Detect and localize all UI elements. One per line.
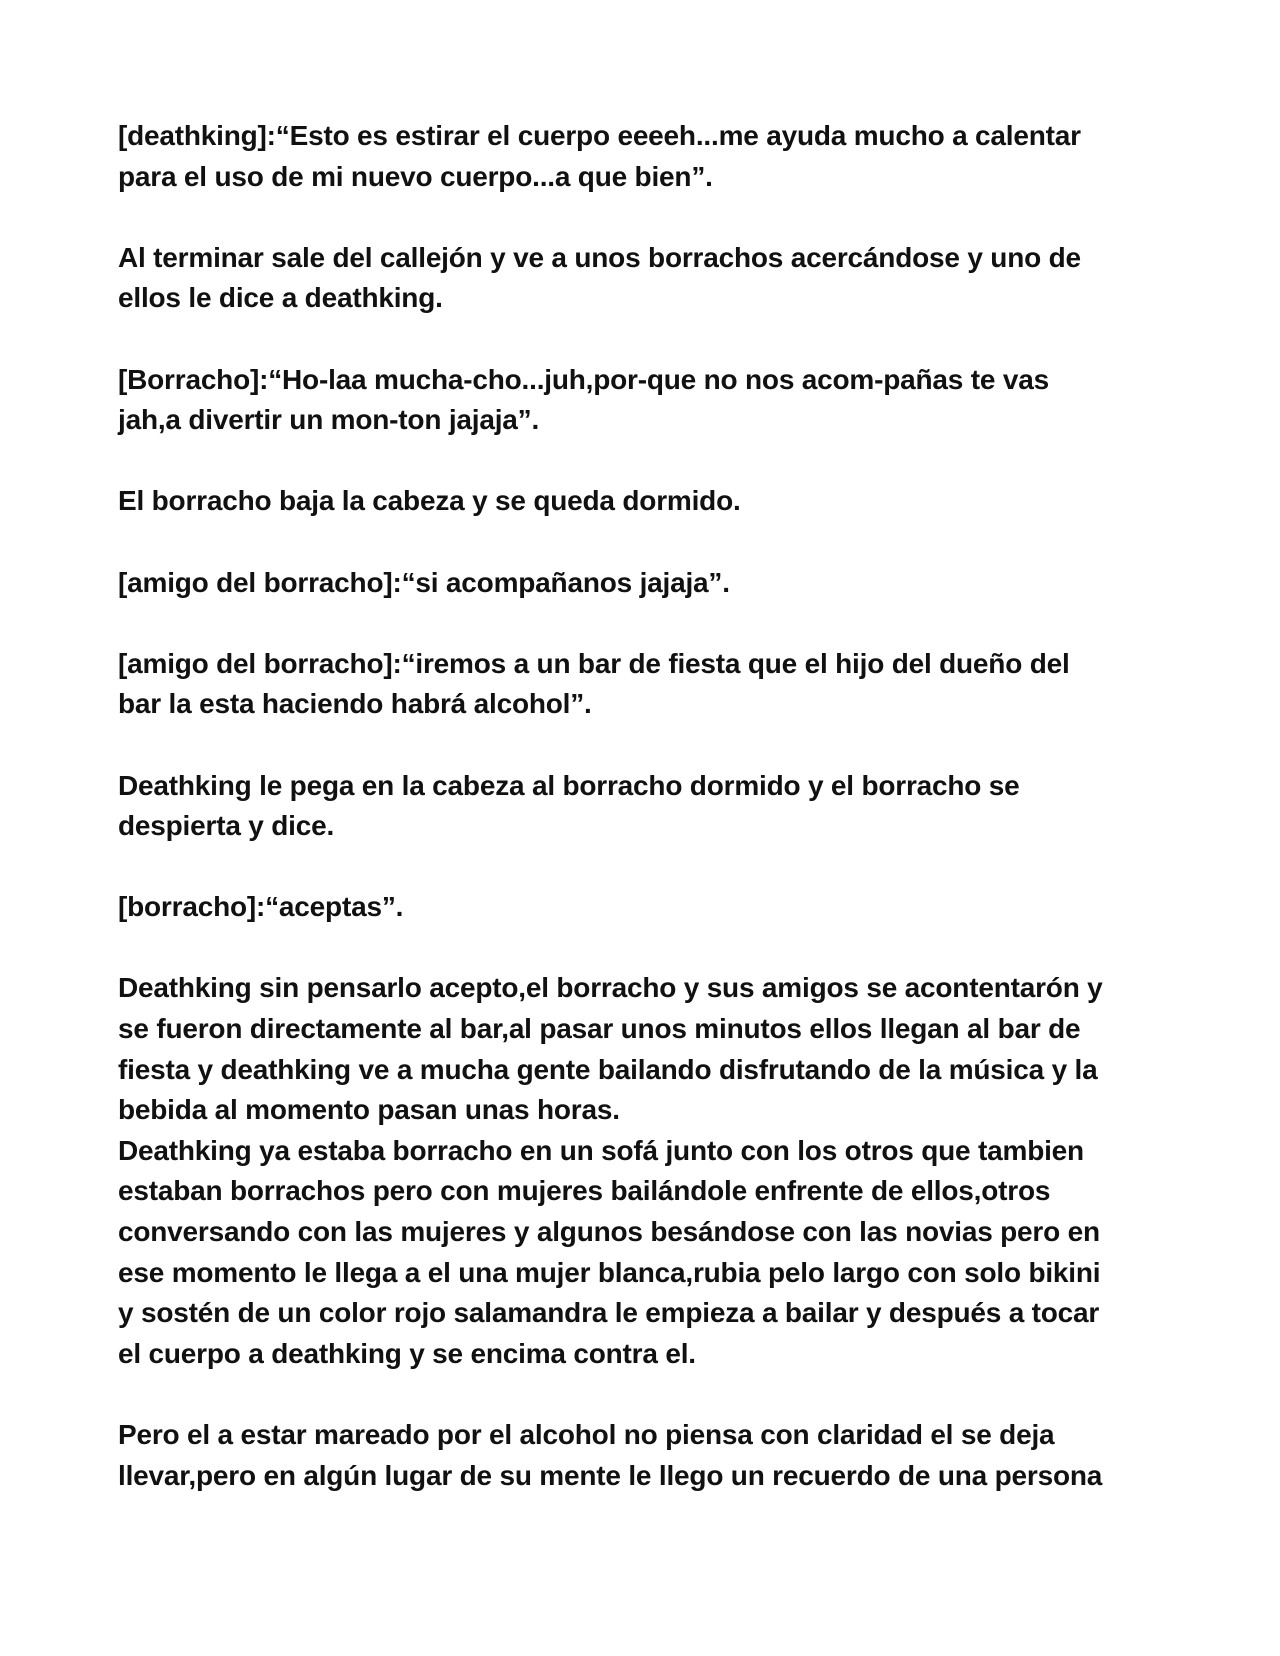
text-line: fiesta y deathking ve a mucha gente bailando disfrutando de la música y la — [118, 1053, 1098, 1085]
text-line: Al terminar sale del callejón y ve a unos borrachos acercándose y uno de — [118, 241, 1081, 273]
paragraph-gap — [118, 725, 1170, 766]
text-line: [Borracho]:“Ho-laa mucha-cho...juh,por-que no nos acom-pañas te vas — [118, 363, 1049, 395]
paragraph-gap — [118, 441, 1170, 482]
text-line: ese momento le llega a el una mujer blanca,rubia pelo largo con solo bikini — [118, 1256, 1101, 1288]
paragraph-gap — [118, 928, 1170, 969]
text-line: ellos le dice a deathking. — [118, 282, 443, 314]
paragraph-gap — [118, 603, 1170, 644]
paragraph-gap — [118, 522, 1170, 563]
text-line: jah,a divertir un mon-ton jajaja”. — [118, 404, 540, 436]
paragraph-gap — [118, 1374, 1170, 1415]
text-line: bar la esta haciendo habrá alcohol”. — [118, 688, 592, 720]
text-line: [amigo del borracho]:“iremos a un bar de fiesta que el hijo del dueño del — [118, 647, 1070, 679]
text-line: conversando con las mujeres y algunos besándose con las novias pero en — [118, 1216, 1100, 1248]
text-line: Deathking ya estaba borracho en un sofá junto con los otros que tambien — [118, 1134, 1084, 1166]
text-line: para el uso de mi nuevo cuerpo...a que bien”. — [118, 160, 713, 192]
text-line: El borracho baja la cabeza y se queda dormido. — [118, 485, 741, 517]
text-line: [amigo del borracho]:“si acompañanos jajaja”. — [118, 566, 730, 598]
text-line: bebida al momento pasan unas horas. — [118, 1094, 620, 1126]
text-line: y sostén de un color rojo salamandra le empieza a bailar y después a tocar — [118, 1297, 1100, 1329]
text-line: el cuerpo a deathking y se encima contra el. — [118, 1337, 696, 1369]
text-line: Deathking sin pensarlo acepto,el borracho y sus amigos se acontentarón y — [118, 972, 1103, 1004]
paragraph-gap — [118, 319, 1170, 360]
text-line: Deathking le pega en la cabeza al borracho dormido y el borracho se — [118, 769, 1020, 801]
text-line: estaban borrachos pero con mujeres bailándole enfrente de ellos,otros — [118, 1175, 1051, 1207]
paragraph-gap — [118, 197, 1170, 238]
text-line: despierta y dice. — [118, 810, 335, 842]
text-line: [deathking]:“Esto es estirar el cuerpo eeeeh...me ayuda mucho a calentar — [118, 120, 1081, 151]
text-line: Pero el a estar mareado por el alcohol no piensa con claridad el se deja — [118, 1419, 1055, 1450]
text-line: [borracho]:“aceptas”. — [118, 891, 404, 923]
paragraph-gap — [118, 847, 1170, 888]
document-body — [118, 116, 1170, 1496]
text-line: llevar,pero en algún lugar de su mente le llego un recuerdo de una persona — [118, 1459, 1103, 1491]
text-line: se fueron directamente al bar,al pasar unos minutos ellos llegan al bar de — [118, 1013, 1081, 1045]
